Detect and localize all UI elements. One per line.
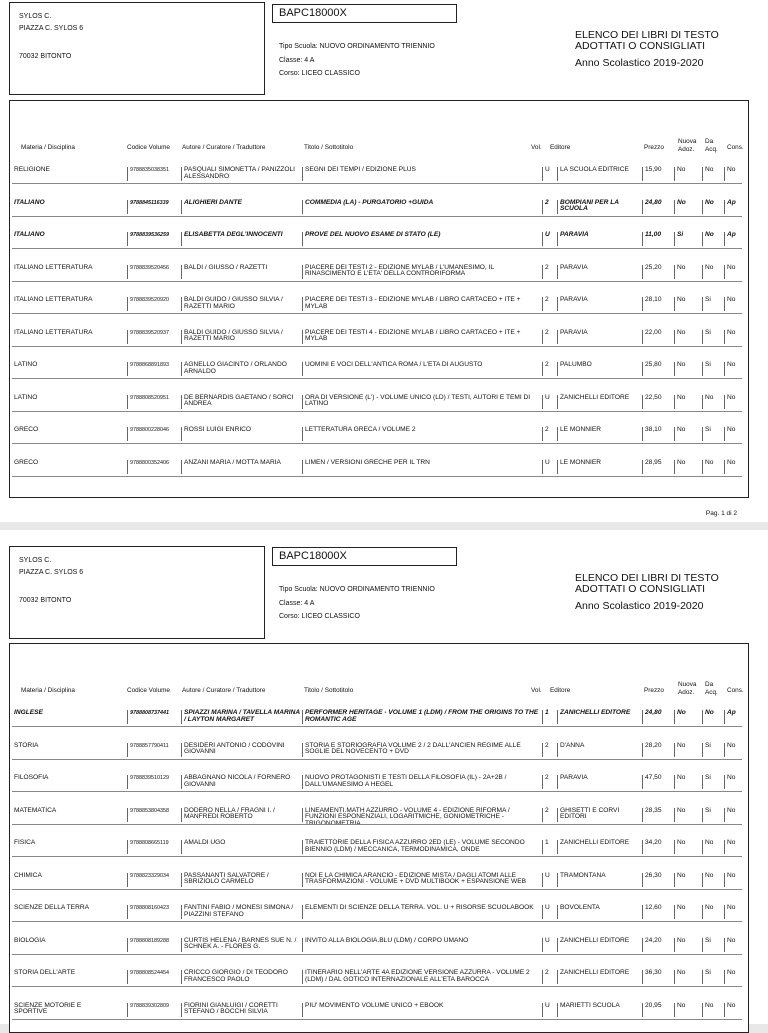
cell-nuova: No [674, 1003, 702, 1017]
cell-titolo: UOMINI E VOCI DELL'ANTICA ROMA / L'ETA DI AUGUSTO [302, 362, 542, 376]
cell-codice: 9788835038351 [127, 167, 181, 181]
cell-vol: 2 [542, 427, 557, 441]
document-title-line2: ADOTTATI O CONSIGLIATI [575, 583, 706, 595]
cell-materia: ITALIANO LETTERATURA [14, 328, 93, 336]
cell-materia: CHIMICA [14, 871, 42, 879]
cell-nuova: No [674, 905, 702, 919]
cell-titolo: PIACERE DEI TESTI 2 - EDIZIONE MYLAB / L'UMANESIMO, IL RINASCIMENTO E L'ETA' DELLA CONTRORIFORMA [302, 265, 542, 279]
cell-codice: 9788808189288 [127, 938, 181, 952]
col-header-editore: Editore [550, 144, 571, 151]
cell-da: Si [702, 775, 724, 789]
cell-prezzo: 25,80 [642, 362, 674, 376]
cell-titolo: ITINERARIO NELL'ARTE 4A EDIZIONE VERSIONE AZZURRA - VOLUME 2 (LDM) / DAL GOTICO INTERNAZIONALE ALL'ETA BAROCCA [302, 970, 542, 984]
cell-materia: RELIGIONE [14, 166, 50, 173]
cell-prezzo: 11,00 [642, 232, 674, 246]
cell-codice: 9788839536259 [127, 232, 181, 246]
cell-prezzo: 25,20 [642, 265, 674, 279]
cell-editore: PARAVIA [557, 330, 642, 344]
tipo-scuola: Tipo Scuola: NUOVO ORDINAMENTO TRIENNIO [279, 43, 435, 50]
school-name: SYLOS C. [19, 557, 52, 564]
cell-titolo: LIMEN / VERSIONI GRECHE PER IL TRN [302, 460, 542, 474]
school-city: 70032 BITONTO [19, 53, 72, 60]
cell-cons: No [724, 167, 742, 181]
cell-materia: ITALIANO [14, 198, 45, 206]
cell-cons: No [724, 905, 742, 919]
cell-cons: No [724, 970, 742, 984]
cell-cons: No [724, 873, 742, 887]
cell-cons: No [724, 395, 742, 409]
cell-autore: AMALDI UGO [181, 840, 302, 854]
cell-materia: LATINO [14, 393, 38, 401]
row-divider [12, 824, 742, 825]
cell-autore: ELISABETTA DEGL'INNOCENTI [181, 232, 302, 246]
cell-titolo: STORIA E STORIOGRAFIA VOLUME 2 / 2 DALL'ANCIEN REGIME ALLE SOGLIE DEL NOVECENTO + DVD [302, 743, 542, 757]
cell-da: No [702, 710, 724, 724]
row-divider [12, 921, 742, 922]
col-header-materia: Materia / Disciplina [21, 144, 75, 151]
cell-cons: No [724, 265, 742, 279]
col-header-cons: Cons. [727, 687, 744, 694]
cell-editore: BOMPIANI PER LA SCUOLA [557, 200, 642, 214]
row-divider [12, 443, 742, 444]
cell-codice: 9788839510129 [127, 775, 181, 789]
cell-vol: U [542, 1003, 557, 1017]
cell-editore: ZANICHELLI EDITORE [557, 395, 642, 409]
cell-da: Si [702, 970, 724, 984]
cell-editore: PALUMBO [557, 362, 642, 376]
cell-nuova: No [674, 297, 702, 311]
cell-titolo: INVITO ALLA BIOLOGIA.BLU (LDM) / CORPO UMANO [302, 938, 542, 952]
col-header-nuova: Nuova Adoz. [678, 138, 697, 153]
row-divider [12, 411, 742, 412]
cell-autore: BALDI GUIDO / GIUSSO SILVIA / RAZETTI MARIO [181, 330, 302, 344]
cell-vol: 1 [542, 710, 557, 724]
cell-editore: ZANICHELLI EDITORE [557, 840, 642, 854]
cell-materia: ITALIANO LETTERATURA [14, 296, 93, 303]
col-header-titolo: Titolo / Sottotitolo [304, 687, 354, 694]
cell-codice: 9788808520951 [127, 395, 181, 409]
cell-da: No [702, 200, 724, 214]
cell-autore: BALDI GUIDO / GIUSSO SILVIA / RAZETTI MARIO [181, 297, 302, 311]
school-address: PIAZZA C. SYLOS 6 [19, 569, 84, 576]
cell-da: Si [702, 297, 724, 311]
cell-codice: 9788808665119 [127, 840, 181, 854]
cell-nuova: No [674, 775, 702, 789]
document-title-line2: ADOTTATI O CONSIGLIATI [575, 40, 706, 52]
cell-titolo: TRAIETTORIE DELLA FISICA AZZURRO 2ED (LE) - VOLUME SECONDO BIENNIO (LDM) / MECCANICA, TERMODINAMICA, ONDE [302, 840, 542, 854]
col-header-da: Da Acq. [705, 138, 718, 153]
cell-cons: No [724, 743, 742, 757]
cell-da: No [702, 905, 724, 919]
cell-codice: 9788800352406 [127, 460, 181, 474]
cell-titolo: PERFORMER HERITAGE - VOLUME 1 (LDM) / FROM THE ORIGINS TO THE ROMANTIC AGE [302, 710, 542, 724]
cell-titolo: LINEAMENTI.MATH AZZURRO - VOLUME 4 - EDIZIONE RIFORMA / FUNZIONI ESPONENZIALI, LOGARITMICHE, GONIOMETRICHE - TRIGONOMETRIA [302, 808, 542, 822]
col-header-materia: Materia / Disciplina [21, 687, 75, 694]
cell-autore: ABBAGNANO NICOLA / FORNERO GIOVANNI [181, 775, 302, 789]
cell-editore: LE MONNIER [557, 460, 642, 474]
tipo-scuola: Tipo Scuola: NUOVO ORDINAMENTO TRIENNIO [279, 586, 435, 593]
col-header-codice: Codice Volume [127, 687, 170, 694]
document-title-line1: ELENCO DEI LIBRI DI TESTO [575, 29, 719, 41]
cell-titolo: NOI E LA CHIMICA ARANCIO - EDIZIONE MISTA / DAGLI ATOMI ALLE TRASFORMAZIONI - VOLUME + DVD MULTIBOOK + ESPANSIONE WEB [302, 873, 542, 887]
cell-da: Si [702, 362, 724, 376]
row-divider [12, 378, 742, 379]
cell-nuova: No [674, 265, 702, 279]
school-address: PIAZZA C. SYLOS 6 [19, 25, 84, 32]
cell-materia: SCIENZE MOTORIE E SPORTIVE [14, 1001, 82, 1016]
cell-editore: GHISETTI E CORVI EDITORI [557, 808, 642, 822]
cell-vol: 2 [542, 362, 557, 376]
cell-prezzo: 26,30 [642, 873, 674, 887]
cell-vol: U [542, 167, 557, 181]
cell-editore: ZANICHELLI EDITORE [557, 970, 642, 984]
cell-vol: 1 [542, 840, 557, 854]
school-city: 70032 BITONTO [19, 597, 72, 604]
cell-nuova: No [674, 460, 702, 474]
cell-editore: D'ANNA [557, 743, 642, 757]
cell-editore: LA SCUOLA EDITRICE [557, 167, 642, 181]
cell-nuova: No [674, 970, 702, 984]
cell-autore: ROSSI LUIGI ENRICO [181, 427, 302, 441]
cell-autore: ALIGHIERI DANTE [181, 200, 302, 214]
cell-vol: U [542, 395, 557, 409]
cell-da: No [702, 167, 724, 181]
cell-cons: No [724, 775, 742, 789]
cell-autore: DESIDERI ANTONIO / CODOVINI GIOVANNI [181, 743, 302, 757]
cell-editore: TRAMONTANA [557, 873, 642, 887]
row-divider [12, 791, 742, 792]
row-divider [12, 889, 742, 890]
cell-editore: PARAVIA [557, 232, 642, 246]
cell-vol: 2 [542, 970, 557, 984]
cell-titolo: PROVE DEL NUOVO ESAME DI STATO (LE) [302, 232, 542, 246]
row-divider [12, 476, 742, 477]
cell-nuova: No [674, 330, 702, 344]
cell-materia: ITALIANO LETTERATURA [14, 263, 93, 271]
cell-da: Si [702, 743, 724, 757]
cell-nuova: No [674, 167, 702, 181]
cell-cons: No [724, 297, 742, 311]
cell-materia: GRECO [14, 458, 39, 466]
cell-nuova: No [674, 200, 702, 214]
cell-nuova: No [674, 710, 702, 724]
cell-codice: 9788857790411 [127, 743, 181, 757]
cell-editore: PARAVIA [557, 775, 642, 789]
cell-editore: PARAVIA [557, 297, 642, 311]
cell-cons: No [724, 938, 742, 952]
cell-materia: SCIENZE DELLA TERRA [14, 904, 89, 911]
cell-da: Si [702, 808, 724, 822]
cell-vol: 2 [542, 265, 557, 279]
school-code: BAPC18000X [272, 4, 457, 23]
cell-vol: 2 [542, 808, 557, 822]
cell-cons: No [724, 427, 742, 441]
cell-vol: U [542, 873, 557, 887]
cell-materia: FISICA [14, 839, 36, 846]
col-header-prezzo: Prezzo [644, 144, 664, 151]
row-divider [12, 346, 742, 347]
cell-autore: PASSANANTI SALVATORE / SBRIZIOLO CARMELO [181, 873, 302, 887]
cell-da: No [702, 232, 724, 246]
cell-codice: 9788868891893 [127, 362, 181, 376]
row-divider [12, 248, 742, 249]
cell-vol: U [542, 232, 557, 246]
school-year: Anno Scolastico 2019-2020 [575, 57, 704, 69]
cell-da: No [702, 873, 724, 887]
cell-codice: 9788823329034 [127, 873, 181, 887]
cell-nuova: No [674, 840, 702, 854]
cell-nuova: No [674, 427, 702, 441]
row-divider [12, 759, 742, 760]
col-header-editore: Editore [550, 687, 571, 694]
cell-prezzo: 36,30 [642, 970, 674, 984]
cell-titolo: PIU' MOVIMENTO VOLUME UNICO + EBOOK [302, 1003, 542, 1017]
cell-da: Si [702, 938, 724, 952]
cell-nuova: No [674, 395, 702, 409]
cell-autore: DE BERNARDIS GAETANO / SORCI ANDREA [181, 395, 302, 409]
cell-materia: LATINO [14, 361, 38, 368]
col-header-cons: Cons. [727, 144, 744, 151]
cell-cons: No [724, 460, 742, 474]
cell-vol: U [542, 938, 557, 952]
row-divider [12, 216, 742, 217]
cell-codice: 9788808737441 [127, 710, 181, 724]
cell-prezzo: 15,90 [642, 167, 674, 181]
cell-vol: U [542, 905, 557, 919]
cell-prezzo: 28,95 [642, 460, 674, 474]
cell-cons: Ap [724, 710, 742, 724]
col-header-vol: Vol. [531, 687, 542, 694]
cell-titolo: SEGNI DEI TEMPI / EDIZIONE PLUS [302, 167, 542, 181]
cell-editore: BOVOLENTA [557, 905, 642, 919]
cell-codice: 9788808160423 [127, 905, 181, 919]
cell-cons: No [724, 330, 742, 344]
cell-da: No [702, 460, 724, 474]
cell-codice: 9788808524454 [127, 970, 181, 984]
cell-prezzo: 28,20 [642, 743, 674, 757]
document-page-2 [0, 530, 768, 1024]
school-name: SYLOS C. [19, 13, 52, 20]
cell-autore: BALDI / GIUSSO / RAZETTI [181, 265, 302, 279]
cell-codice: 9788800228046 [127, 427, 181, 441]
col-header-da: Da Acq. [705, 681, 718, 696]
cell-prezzo: 22,00 [642, 330, 674, 344]
cell-codice: 9788853804358 [127, 808, 181, 822]
school-year: Anno Scolastico 2019-2020 [575, 600, 704, 612]
cell-codice: 9788845116339 [127, 200, 181, 214]
cell-codice: 9788839302809 [127, 1003, 181, 1017]
cell-editore: LE MONNIER [557, 427, 642, 441]
cell-titolo: ELEMENTI DI SCIENZE DELLA TERRA. VOL. U + RISORSE SCUOLABOOK [302, 905, 542, 919]
cell-titolo: PIACERE DEI TESTI 3 - EDIZIONE MYLAB / LIBRO CARTACEO + ITE + MYLAB [302, 297, 542, 311]
cell-cons: No [724, 362, 742, 376]
classe: Classe: 4 A [279, 57, 315, 64]
cell-autore: CURTIS HELENA / BARNES SUE N. / SCHNEK A. - FLORES G. [181, 938, 302, 952]
document-title-line1: ELENCO DEI LIBRI DI TESTO [575, 572, 719, 584]
cell-materia: GRECO [14, 426, 39, 433]
cell-da: Si [702, 427, 724, 441]
cell-cons: Ap [724, 232, 742, 246]
row-divider [12, 986, 742, 987]
cell-materia: STORIA DELL'ARTE [14, 969, 76, 976]
row-divider [12, 726, 742, 727]
cell-nuova: No [674, 743, 702, 757]
cell-vol: 2 [542, 330, 557, 344]
cell-prezzo: 38,10 [642, 427, 674, 441]
cell-nuova: No [674, 938, 702, 952]
cell-autore: ANZANI MARIA / MOTTA MARIA [181, 460, 302, 474]
cell-titolo: ORA DI VERSIONE (L') - VOLUME UNICO (LD) / TESTI, AUTORI E TEMI DI LATINO [302, 395, 542, 409]
school-code: BAPC18000X [272, 547, 457, 566]
cell-materia: ITALIANO [14, 231, 45, 238]
row-divider [12, 313, 742, 314]
cell-codice: 9788839520920 [127, 297, 181, 311]
cell-autore: PASQUALI SIMONETTA / PANIZZOLI ALESSANDRO [181, 167, 302, 181]
cell-materia: INGLESE [14, 709, 43, 716]
row-divider [12, 1019, 742, 1020]
classe: Classe: 4 A [279, 600, 315, 607]
cell-prezzo: 28,35 [642, 808, 674, 822]
cell-nuova: Si [674, 232, 702, 246]
cell-prezzo: 34,20 [642, 840, 674, 854]
cell-nuova: No [674, 362, 702, 376]
cell-autore: SPIAZZI MARINA / TAVELLA MARINA / LAYTON MARGARET [181, 710, 302, 724]
cell-editore: ZANICHELLI EDITORE [557, 710, 642, 724]
col-header-vol: Vol. [531, 144, 542, 151]
cell-materia: STORIA [14, 741, 39, 749]
cell-materia: MATEMATICA [14, 806, 57, 814]
cell-nuova: No [674, 873, 702, 887]
row-divider [12, 856, 742, 857]
row-divider [12, 183, 742, 184]
cell-vol: U [542, 460, 557, 474]
pagination: Pag. 1 di 2 [705, 510, 737, 517]
cell-da: No [702, 265, 724, 279]
cell-prezzo: 12,60 [642, 905, 674, 919]
cell-editore: PARAVIA [557, 265, 642, 279]
cell-cons: No [724, 1003, 742, 1017]
col-header-nuova: Nuova Adoz. [678, 681, 697, 696]
cell-vol: 2 [542, 297, 557, 311]
cell-titolo: LETTERATURA GRECA / VOLUME 2 [302, 427, 542, 441]
cell-editore: ZANICHELLI EDITORE [557, 938, 642, 952]
school-info-box [9, 2, 265, 95]
corso: Corso: LICEO CLASSICO [279, 70, 360, 77]
cell-prezzo: 24,80 [642, 200, 674, 214]
cell-prezzo: 22,50 [642, 395, 674, 409]
col-header-autore: Autore / Curatore / Traduttore [182, 144, 266, 151]
cell-titolo: PIACERE DEI TESTI 4 - EDIZIONE MYLAB / LIBRO CARTACEO + ITE + MYLAB [302, 330, 542, 344]
cell-editore: MARIETTI SCUOLA [557, 1003, 642, 1017]
cell-vol: 2 [542, 200, 557, 214]
cell-autore: AGNELLO GIACINTO / ORLANDO ARNALDO [181, 362, 302, 376]
col-header-codice: Codice Volume [127, 144, 170, 151]
cell-da: No [702, 1003, 724, 1017]
cell-autore: FANTINI FABIO / MONESI SIMONA / PIAZZINI STEFANO [181, 905, 302, 919]
col-header-titolo: Titolo / Sottotitolo [304, 144, 354, 151]
cell-cons: Ap [724, 200, 742, 214]
cell-autore: CRICCO GIORGIO / DI TEODORO FRANCESCO PAOLO [181, 970, 302, 984]
cell-materia: BIOLOGIA [14, 936, 46, 944]
cell-autore: FIORINI GIANLUIGI / CORETTI STEFANO / BOCCHI SILVIA [181, 1003, 302, 1017]
cell-vol: 2 [542, 775, 557, 789]
cell-cons: No [724, 808, 742, 822]
cell-vol: 2 [542, 743, 557, 757]
cell-da: Si [702, 330, 724, 344]
cell-autore: DODERO NELLA / FRAGNI I. / MANFREDI ROBERTO [181, 808, 302, 822]
cell-titolo: COMMEDIA (LA) - PURGATORIO +GUIDA [302, 200, 542, 214]
cell-da: No [702, 840, 724, 854]
cell-prezzo: 24,80 [642, 710, 674, 724]
cell-prezzo: 20,95 [642, 1003, 674, 1017]
cell-codice: 9788839520456 [127, 265, 181, 279]
school-info-box [9, 546, 265, 639]
cell-cons: No [724, 840, 742, 854]
col-header-prezzo: Prezzo [644, 687, 664, 694]
cell-titolo: NUOVO PROTAGONISTI E TESTI DELLA FILOSOFIA (IL) - 2A+2B / DALL'UMANESIMO A HEGEL [302, 775, 542, 789]
corso: Corso: LICEO CLASSICO [279, 613, 360, 620]
cell-prezzo: 24,20 [642, 938, 674, 952]
row-divider [12, 281, 742, 282]
cell-codice: 9788839520937 [127, 330, 181, 344]
cell-nuova: No [674, 808, 702, 822]
col-header-autore: Autore / Curatore / Traduttore [182, 687, 266, 694]
row-divider [12, 954, 742, 955]
cell-da: No [702, 395, 724, 409]
cell-prezzo: 47,50 [642, 775, 674, 789]
cell-materia: FILOSOFIA [14, 774, 49, 781]
cell-prezzo: 28,10 [642, 297, 674, 311]
